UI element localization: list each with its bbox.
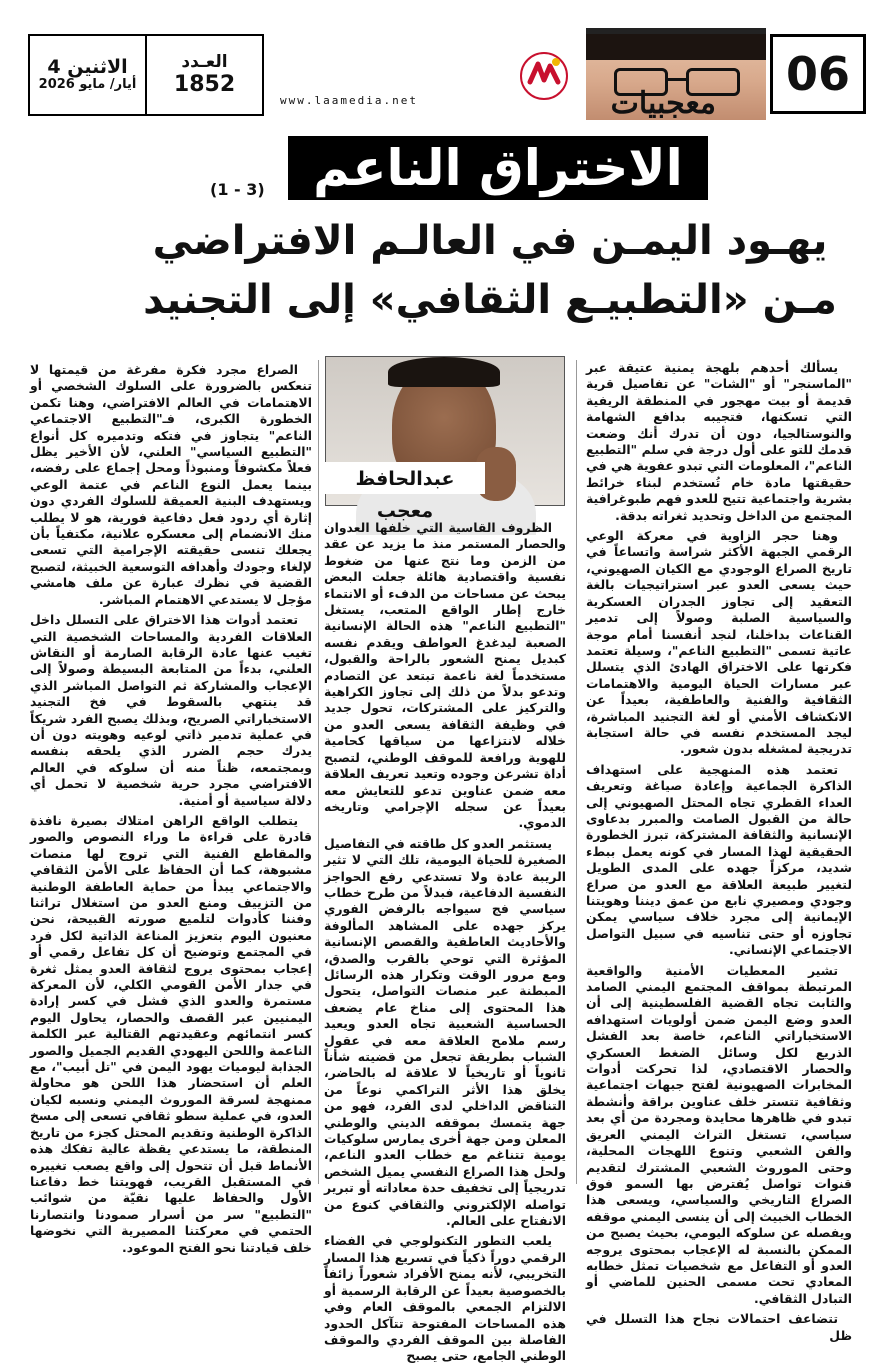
paragraph: الظروف القاسية التي خلفها العدوان والحصار المستمر منذ ما يزيد عن عقد من الزمن وما نتج عنها من ضغوط نفسية واقتصادية هائلة جعلت البعض يبحث عن مساحات من الدفء أو الانتماء خارج إطار الواقع المتعب، يستغل "التطبيع الناعم" هذه الحالة الإنسانية الصعبة ليدغدغ العواطف ويقدم نفسه كبديل يمنح الشعور بالراحة والقبول، مستخدماً لغة ناعمة تبتعد عن التصادم وتدعو بدلاً من ذلك إلى تجاوز الكراهية والتركيز على المشتركات، تحول جديد في وظيفة الثقافة يسعى العدو من خلاله لانتزاعها من سياقها كحامية للهوية ورافعة للموقف الوطني، لتصبح أداة تشرعن وجوده وتعيد تعريف العلاقة معه ضمن عناوين تدعو للتعايش معه بعيداً عن سجله الإجرامي وتاريخه الدموي. (324, 520, 566, 831)
publication-logo (518, 50, 570, 102)
paragraph: يستثمر العدو كل طاقته في التفاصيل الصغيرة للحياة اليومية، تلك التي لا تثير الريبة عادة ولا تستدعي رفع الحواجز النفسية الدفاعية، فبدلاً من طرح خطاب سياسي فج سيواجه بالرفض الفوري يركز جهده على المشاهد المألوفة والأحاديث العاطفية والقصص الإنسانية المؤثرة التي توحي بالقرب والصدق، ومع مرور الوقت وتكرار هذه الرسائل المبطنة عبر منصات التواصل، يتحول هذا المحتوى إلى مناخ عام يضعف الحساسية الشعبية تجاه العدو ويعيد رسم ملامح العلاقة معه في عقول الشباب بطريقة تجعل من قضيته شأناً ثانوياً أو تاريخياً لا علاقة له بالحاضر، يخلق هذا الأثر التراكمي نوعاً من التناقض الداخلي لدى الفرد، فهو من جهة يتمسك بموقفه الديني والوطني المعلن ومن جهة أخرى يمارس سلوكيات يومية تتناغم مع خطاب العدو الناعم، ولحل هذا الصراع النفسي يميل الشخص تدريجياً إلى تخفيف حدة معاداته أو تبرير تواصله الإلكتروني والثقافي كنوع من الانفتاح على العالم. (324, 835, 566, 1229)
issue-number: 1852 (173, 72, 236, 98)
paragraph: تعتمد أدوات هذا الاختراق على التسلل داخل العلاقات الفردية والمساحات الشخصية التي تغيب عنها عادة الرقابة الصارمة أو النقاش العلني، بدءاً من المتابعة البسيطة وصولاً إلى الإعجاب والمشاركة ثم التواصل المباشر الذي قد ينتهي بالسقوط في فخ التجنيد الاستخباراتي الصريح، وبذلك يصبح الفرد شريكاً في عملية تدمير ذاتي لوعيه وهويته دون أن يدرك حجم الضرر الذي يلحقه بنفسه وبمجتمعه، ظناً منه أن سلوكه في العالم الافتراضي مجرد حرية شخصية لا تحمل أي دلالة سياسية أو أمنية. (30, 612, 312, 808)
article-column-right (586, 360, 852, 1343)
issue-date: أيار/ مايو 2026 (38, 77, 137, 93)
issue-number-block (145, 36, 262, 114)
headline-kicker: الاختراق الناعم (288, 136, 708, 200)
issue-label: العـدد (181, 51, 228, 72)
paragraph: الصراع مجرد فكرة مفرغة من قيمتها لا تنعكس بالضرورة على السلوك الشخصي أو الاهتمامات في العالم الافتراضي، وهنا تكمن الخطورة الكبرى، فـ"التطبيع الاجتماعي الناعم" يتجاوز في فتكه وتدميره كل أنواع "التطبيع السياسي" العلني، لأن الأخير يظل فعلاً مكشوفاً ومنبوذاً ومحل إجماع على رفضه، بينما يعمل النوع الناعم في عتمة الوعي ويستهدف البنية العميقة للسلوك الفردي دون إثارة أي ردود فعل دفاعية فورية، هو لا يطلب منك الانضمام إلى معسكره علانية، مكتفياً بأن يجعلك تنسى حقيقته الإجرامية التي تسعى لإلغاء وجودك وأهدافه التوسعية الخبيثة، لتصبح القضية في نظرك عبارة عن ملف هامشي مؤجل لا يستدعي الاهتمام المباشر. (30, 362, 312, 607)
author-name: عبدالحافظ معجب (325, 462, 485, 494)
paragraph: يتطلب الواقع الراهن امتلاك بصيرة نافذة قادرة على قراءة ما وراء النصوص والصور والمقاطع الفنية التي تروج لها منصات مشبوهة، كما أن الحفاظ على الأمن الثقافي والاجتماعي يبدأ من حماية العاطفة الوطنية من التزييف ومنع العدو من استغلال تراثنا وفننا كأدوات لتلميع صورته القبيحة، نحن معنيون اليوم بتعزيز المناعة الذاتية لكل فرد في المجتمع وتوضيح أن كل تفاعل رقمي أو إعجاب بمحتوى يروج لثقافة العدو يمثل ثغرة في جدار الأمن القومي الكلي، لأن المعركة مستمرة والعدو الذي فشل في كسر إرادة اليمنيين عبر القصف والحصار، يحاول اليوم كسر انتمائهم وعقيدتهم القتالية عبر الكلمة الناعمة واللحن اليهودي القديم الجميل والصور الجذابة ليوميات يهود اليمن في "تل أبيب"، مع العلم أن استحضار هذا اللحن هو محاولة ممنهجة لسرقة الموروث اليمني ونسبه لكيان العدو، في عملية سطو ثقافي تسعى إلى مسخ الذاكرة الوطنية وتقديم المحتل كجزء من تاريخ المنطقة، ما يستدعي يقظة عالية تفكك هذه الأنماط قبل أن تتحول إلى واقع يصعب تغييره في المستقبل القريب، فهويتنا خط دفاعنا الأول والحفاظ عليها نقيّة من شوائب "التطبيع" سر من أسرار صمودنا وانتصارنا الحتمي في معركتنا المصيرية التي نخوضها خلف قيادتنا نحو الفتح الموعود. (30, 812, 312, 1255)
logo-icon (518, 50, 570, 102)
paragraph: تتضاعف احتمالات نجاح هذا التسلل في ظل (586, 1311, 852, 1343)
paragraph: يسألك أحدهم بلهجة يمنية عتيقة عبر "الماسنجر" أو "الشات" عن تفاصيل قرية قديمة أو بيت مهجور في المنطقة الريفية التي تسكنها، فتجيبه بدافع الشهامة والنوستالجيا، دون أن تدرك أنك وضعت قدمك للتو على أول درجة في سلم "التطبيع الناعم"، المعلومات التي تبدو عفوية هي في حقيقتها مادة خام تُستخدم لبناء خرائط بشرية واجتماعية تتيح للعدو فهم طبوغرافية المجتمع من الداخل وتحديد ثغراته بدقة. (586, 360, 852, 523)
article-column-left (30, 362, 312, 1255)
portrait-glasses-bridge (668, 78, 688, 81)
issue-date-block (30, 36, 145, 114)
paragraph: تشير المعطيات الأمنية والواقعية المرتبطة بمواقف المجتمع اليمني الصامد والثابت تجاه القضية الفلسطينية إلى أن العدو وضع اليمن ضمن أولويات استهدافه الاستخباراتي الناعم، خاصة بعد الفشل الذريع لكل وسائل الضغط العسكري والحصار الاقتصادي، لذا تحركت أدوات المخابرات الصهيونية لفتح جبهات اجتماعية وثقافية تتستر خلف عناوين براقة وأنشطة تبدو في ظاهرها محايدة ومجردة من أي بعد سياسي، تستغل التراث اليمني العريق والفن الشعبي وتنوع اللهجات المحلية، وحتى الموروث الشعبي المشترك لتقديم قنوات تواصل يُفترض بها السمو فوق الصراع التاريخي والسياسي، ويسعى هذا الخطاب الخبيث إلى أن ينسى اليمني موقفه ويفصله عن سلوكه اليومي، بحيث يصبح من الممكن بالنسبة له الإعجاب بمحتوى يروجه العدو أو التفاعل مع شخصيات تمثل خطابه المعادي تحت مسمى الحنين للماضي أو التبادل الثقافي. (586, 962, 852, 1306)
column-divider (318, 360, 319, 1184)
paragraph: تعتمد هذه المنهجية على استهداف الذاكرة الجماعية وإعادة صياغة وتعريف العداء القطري تجاه المحتل الصهيوني إلى حالة من القبول الصامت والمبرر بدعاوى الإنسانية والثقافة المشتركة، تبرز الخطورة الحقيقية لهذا المسار في كونه يعمل ببطء شديد، مركزاً جهده على المدى الطويل لتغيير طبيعة العلاقة مع العدو من صراع وجودي ومصيري نابع من عمق ديننا وهويتنا الإيمانية إلى مجرد خلاف سياسي يمكن تجاوزه أو حتى تناسيه في سبيل التواصل الاجتماعي الإنساني. (586, 761, 852, 958)
portrait-hair (586, 34, 766, 60)
series-number: (1 - 3) (210, 180, 265, 199)
photo-hair (388, 357, 500, 387)
page-number: 06 (770, 34, 866, 114)
masthead (18, 20, 866, 126)
issue-info-box (28, 34, 264, 116)
paragraph: وهنا حجر الزاوية في معركة الوعي الرقمي الجبهة الأكثر شراسة واتساعاً في تاريخ الصراع الوجودي مع الكيان الصهيوني، حيث يسعى العدو عبر استراتيجيات بالغة التعقيد إلى تجاوز الجدران العسكرية والسياسية الصلبة وصولاً إلى تدمير القناعات بداخلنا، لنجد أنفسنا أمام موجة عاتية تسمى "التطبيع الناعم"، وسيلة تعتمد فكرتها على الاختراق الهادئ الذي يتسلل عبر مسارات الحياة اليومية والاهتمامات الثقافية والفنية والعاطفية، بعيداً عن الانكشاف الأمني أو لغة التجنيد المباشرة، ليجد المستخدم نفسه في حالة استجابة تدريجية لمشغله بدون شعور. (586, 528, 852, 757)
column-divider (576, 360, 577, 1184)
website-url[interactable]: www.laamedia.net (280, 94, 418, 107)
section-title: معجبيات (610, 86, 716, 121)
headline-line-2: مـن «التطبيـع الثقافي» إلى التجنيد (143, 277, 837, 323)
headline-line-1: يهـود اليمـن في العالـم الافتراضي (152, 218, 828, 264)
paragraph: يلعب التطور التكنولوجي في الفضاء الرقمي دوراً ذكياً في تسريع هذا المسار التخريبي، لأنه يمنح الأفراد شعوراً زائفاً بالخصوصية بعيداً عن الرقابة الرسمية أو الالتزام الجمعي بالموقف العام وفي هذه المساحات المفتوحة تتآكل الحدود الفاصلة بين الموقف الفردي والموقف الوطني الجامع، حتى يصبح (324, 1233, 566, 1364)
article-column-middle (324, 520, 566, 1364)
issue-day: الاثنين 4 (47, 55, 128, 78)
